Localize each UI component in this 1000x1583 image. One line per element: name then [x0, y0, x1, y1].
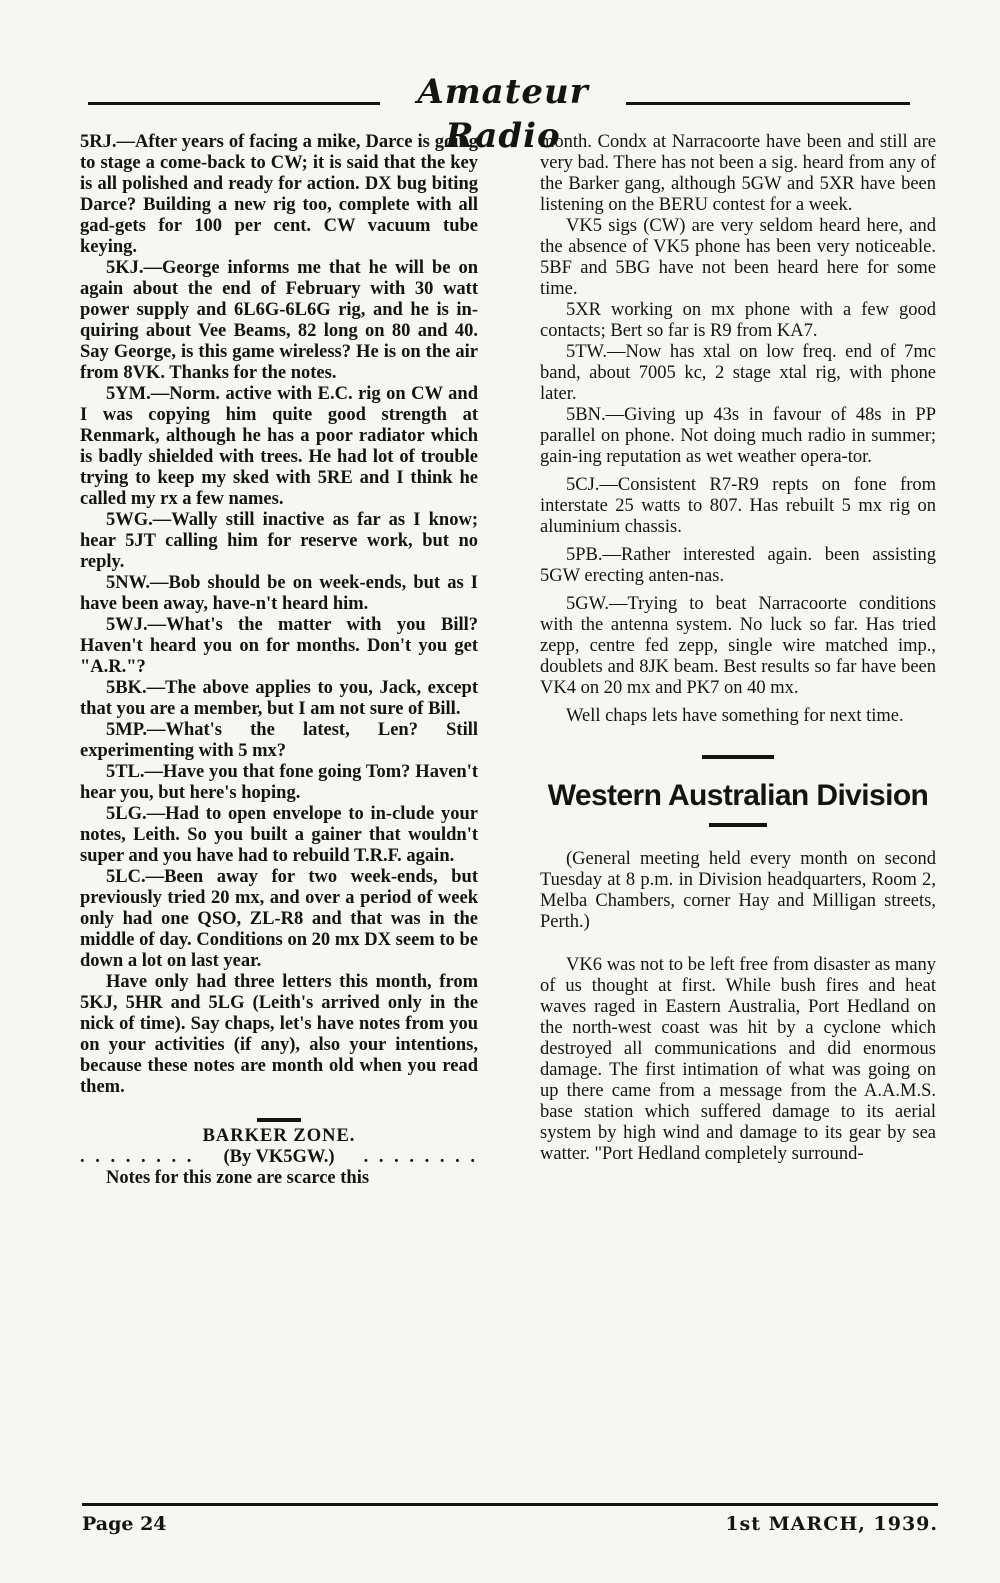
note-5lg: 5LG.—Had to open envelope to in-clude your notes, Leith. So you built a gainer that wouldn't super and you have had to rebuild T.R.F. again.: [80, 804, 478, 866]
section-divider: [702, 755, 774, 759]
note-5ym: 5YM.—Norm. active with E.C. rig on CW and I was copying him quite good strength at Renmark, although he has a poor radiator which is badly shielded with trees. He had lot of trouble trying to keep my sked with 5RE and I think he called my rx a few names.: [80, 384, 478, 509]
closing-paragraph: Have only had three letters this month, from 5KJ, 5HR and 5LG (Leith's arrived only in the nick of time). Say chaps, let's have notes from you on your activities (if any), also your intentions, because these notes are month old when you read them.: [80, 972, 478, 1097]
note-5cj: 5CJ.—Consistent R7-R9 repts on fone from interstate 25 watts to 807. Has rebuilt 5 mx rig on aluminium chassis.: [540, 475, 936, 537]
page-number: Page 24: [82, 1513, 167, 1535]
left-column: [80, 132, 478, 1189]
zone-divider: [257, 1118, 301, 1122]
note-5mp: 5MP.—What's the latest, Len? Still experimenting with 5 mx?: [80, 720, 478, 761]
note-5wj: 5WJ.—What's the matter with you Bill? Haven't heard you on for months. Don't you get "A.R."?: [80, 615, 478, 677]
division-report: VK6 was not to be left free from disaster as many of us thought at first. While bush fires and heat waves raged in Eastern Australia, Port Hedland on the north-west coast was hit by a cyclone which destroyed all communications and did enormous damage. The first intimation of what was going on up there came from a message from the A.A.M.S. base station which suffered damage to its aerial system by high wind and damage to its gear by sea watter. "Port Hedland completely surround-: [540, 955, 936, 1164]
note-5tl: 5TL.—Have you that fone going Tom? Haven't hear you, but here's hoping.: [80, 762, 478, 803]
zone-continuation: month. Condx at Narracoorte have been and still are very bad. There has not been a sig. heard from any of the Barker gang, although 5GW and 5XR have been listening on the BERU contest for a week.: [540, 132, 936, 215]
zone-byline-dots-right: . . . . . . . .: [363, 1147, 478, 1167]
masthead-title: Amateur Radio: [417, 72, 589, 156]
issue-date: 1st MARCH, 1939.: [725, 1513, 938, 1535]
note-5bk: 5BK.—The above applies to you, Jack, except that you are a member, but I am not sure of Bill.: [80, 678, 478, 719]
meeting-note: (General meeting held every month on second Tuesday at 8 p.m. in Division headquarters, Room 2, Melba Chambers, corner Hay and Milligan streets, Perth.): [540, 849, 936, 932]
note-5xr: 5XR working on mx phone with a few good contacts; Bert so far is R9 from KA7.: [540, 300, 936, 341]
zone-byline-dots-left: . . . . . . . .: [80, 1147, 195, 1167]
footer-rule: [82, 1503, 938, 1506]
note-5tw: 5TW.—Now has xtal on low freq. end of 7mc band, about 7005 kc, 2 stage xtal rig, with phone later.: [540, 342, 936, 404]
masthead: [88, 70, 910, 156]
zone-title: BARKER ZONE.: [202, 1126, 356, 1146]
note-5kj: 5KJ.—George informs me that he will be on again about the end of February with 30 watt power supply and 6L6G-6L6G rig, and he is in-quiring about Vee Beams, 82 long on 80 and 40. Say George, is this game wireless? He is on the air from 8VK. Thanks for the notes.: [80, 258, 478, 383]
note-5lc: 5LC.—Been away for two week-ends, but previously tried 20 mx, and over a period of week only had one QSO, ZL-R8 and that was in the middle of day. Conditions on 20 mx DX seem to be down a lot on last year.: [80, 867, 478, 971]
right-column: [540, 132, 936, 1165]
note-5rj: 5RJ.—After years of facing a mike, Darce is going to stage a come-back to CW; it is said that the key is all polished and ready for action. DX bug biting Darce? Building a new rig too, complete with all gad-gets for 100 per cent. CW vacuum tube keying.: [80, 132, 478, 257]
heading-underline: [709, 823, 767, 827]
note-5wg: 5WG.—Wally still inactive as far as I know; hear 5JT calling him for reserve work, but no reply.: [80, 510, 478, 572]
masthead-rule-right: [626, 102, 910, 105]
zone-byline: [80, 1147, 478, 1168]
note-vk5-sigs: VK5 sigs (CW) are very seldom heard here, and the absence of VK5 phone has been very noticeable. 5BF and 5BG have not been heard here for some time.: [540, 216, 936, 299]
zone-byline-author: (By VK5GW.): [223, 1147, 335, 1167]
zone-intro: Notes for this zone are scarce this: [106, 1168, 370, 1188]
division-heading: Western Australian Division: [547, 779, 929, 812]
note-5pb: 5PB.—Rather interested again. been assisting 5GW erecting anten-nas.: [540, 545, 936, 586]
masthead-rule-left: [88, 102, 380, 105]
note-5bn: 5BN.—Giving up 43s in favour of 48s in PP parallel on phone. Not doing much radio in summer; gain-ing reputation as wet weather opera-tor.: [540, 405, 936, 467]
zone-closing: Well chaps lets have something for next time.: [566, 706, 904, 726]
note-5gw: 5GW.—Trying to beat Narracoorte conditions with the antenna system. No luck so far. Has tried zepp, centre fed zepp, single wire matched imp., doublets and 8JK beam. Best results so far have been VK4 on 20 mx and PK7 on 40 mx.: [540, 594, 936, 698]
note-5nw: 5NW.—Bob should be on week-ends, but as I have been away, have-n't heard him.: [80, 573, 478, 614]
